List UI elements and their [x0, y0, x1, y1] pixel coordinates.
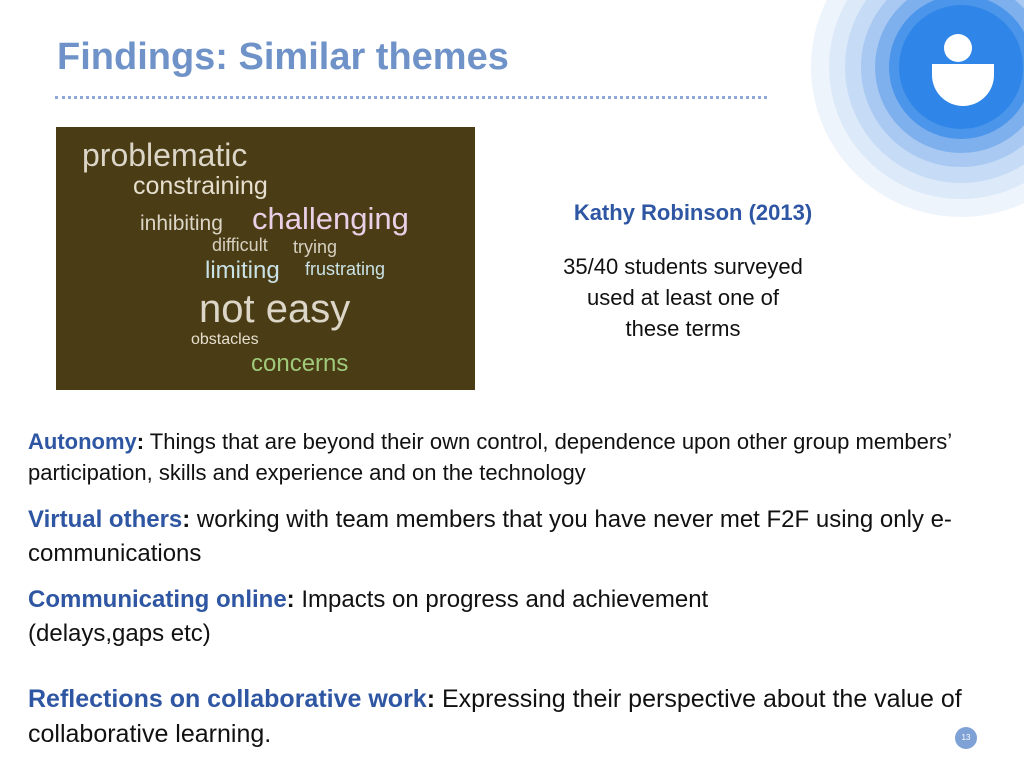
finding-text: Things that are beyond their own control, dependence upon other group members’ participation, skills and experience and on the technology — [28, 429, 952, 485]
title-divider — [55, 96, 767, 99]
decorative-circles — [780, 0, 1024, 230]
word-limiting: limiting — [205, 257, 280, 284]
finding-term: Autonomy — [28, 429, 137, 454]
word-problematic: problematic — [82, 137, 248, 173]
finding-term: Communicating online — [28, 586, 287, 613]
finding-text: Expressing their perspective about the value of collaborative learning. — [28, 685, 962, 748]
word-inhibiting: inhibiting — [140, 212, 223, 235]
finding-autonomy — [28, 426, 988, 488]
finding-term: Virtual others — [28, 506, 183, 533]
word-obstacles: obstacles — [191, 331, 259, 348]
finding-colon: : — [426, 685, 436, 713]
word-cloud — [56, 127, 475, 390]
citation-author: Kathy Robinson (2013) — [573, 200, 813, 225]
finding-text: Impacts on progress and achievement (delays,gaps etc) — [28, 586, 709, 647]
word-difficult: difficult — [212, 235, 268, 255]
finding-colon: : — [136, 429, 145, 454]
word-frustrating: frustrating — [305, 259, 386, 279]
word-not-easy: not easy — [199, 287, 351, 331]
page-number-badge: 13 — [955, 727, 977, 749]
word-concerns: concerns — [251, 350, 349, 377]
finding-virtual-others — [28, 503, 988, 571]
logo-dot-icon — [944, 34, 972, 62]
circles-graphic — [780, 0, 1024, 230]
finding-reflections — [28, 682, 988, 752]
finding-text: working with team members that you have never met F2F using only e-communications — [28, 506, 952, 567]
word-challenging: challenging — [252, 201, 409, 236]
finding-communicating-online — [28, 583, 848, 651]
slide-title: Findings: Similar themes — [57, 36, 509, 78]
finding-term: Reflections on collaborative work — [28, 685, 427, 713]
citation-stat: 35/40 students surveyed used at least one of these terms — [563, 254, 803, 341]
word-trying: trying — [293, 237, 338, 257]
finding-colon: : — [286, 586, 295, 613]
finding-colon: : — [182, 506, 191, 533]
word-constraining: constraining — [133, 172, 268, 200]
